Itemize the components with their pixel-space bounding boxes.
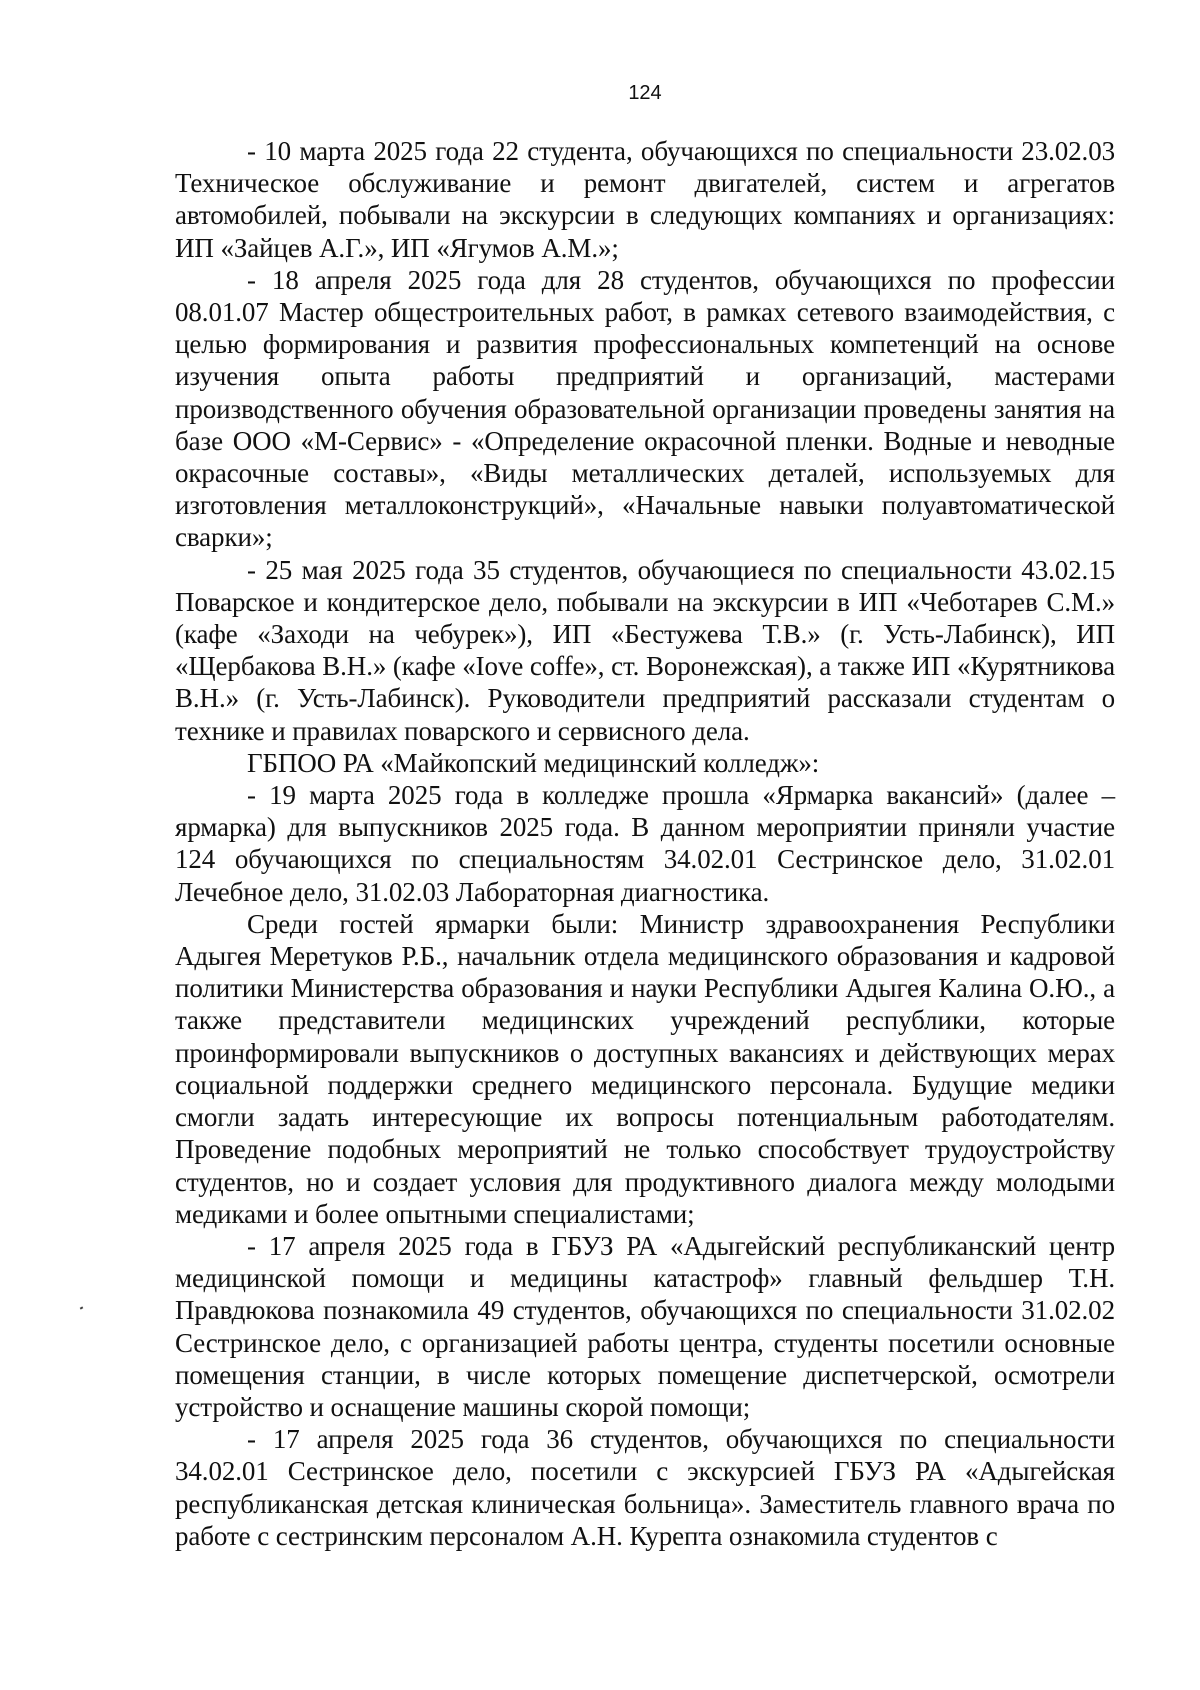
paragraph-medical-college-heading: ГБПОО РА «Майкопский медицинский колледж»: bbox=[247, 747, 820, 778]
paragraph-job-fair: - 19 марта 2025 года в колледже прошла «Ярмарка вакансий» (далее – ярмарка) для выпускников 2025 года. В данном мероприятии приняли участие 124 обучающихся по специальностям 34.02.01 Сестринское дело, 31.02.01 Лечебное дело, 31.02.03 Лабораторная диагностика. bbox=[175, 780, 1115, 907]
paragraph-auto-service-excursion: - 10 марта 2025 года 22 студента, обучающихся по специальности 23.02.03 Техническое обслуживание и ремонт двигателей, систем и агрегатов автомобилей, побывали на экскурсии в следующих компаниях и организациях: ИП «Зайцев А.Г.», ИП «Ягумов А.М.»; bbox=[175, 136, 1115, 263]
document-body bbox=[175, 135, 1115, 1552]
scan-speck bbox=[80, 1306, 84, 1309]
paragraph-job-fair-guests: Среди гостей ярмарки были: Министр здравоохранения Республики Адыгея Меретуков Р.Б., начальник отдела медицинского образования и кадровой политики Министерства образования и науки Республики Адыгея Калина О.Ю., а также представители медицинских учреждений республики, которые проинформировали выпускников о доступных вакансиях и действующих мерах социальной поддержки среднего медицинского персонала. Будущие медики смогли задать интересующие их вопросы потенциальным работодателям. Проведение подобных мероприятий не только способствует трудоустройству студентов, но и создает условия для продуктивного диалога между молодыми медиками и более опытными специалистами; bbox=[175, 908, 1115, 1229]
paragraph-construction-classes: - 18 апреля 2025 года для 28 студентов, обучающихся по профессии 08.01.07 Мастер общестроительных работ, в рамках сетевого взаимодействия, с целью формирования и развития профессиональных компетенций на основе изучения опыта работы предприятий и организаций, мастерами производственного обучения образовательной организации проведены занятия на базе ООО «М-Сервис» - «Определение окрасочной пленки. Водные и неводные окрасочные составы», «Виды металлических деталей, используемых для изготовления металлоконструкций», «Начальные навыки полуавтоматической сварки»; bbox=[175, 264, 1115, 553]
paragraph-emergency-center-visit: - 17 апреля 2025 года в ГБУЗ РА «Адыгейский республиканский центр медицинской помощи и медицины катастроф» главный фельдшер Т.Н. Правдюкова познакомила 49 студентов, обучающихся по специальности 31.02.02 Сестринское дело, с организацией работы центра, студенты посетили основные помещения станции, в числе которых помещение диспетчерской, осмотрели устройство и оснащение машины скорой помощи; bbox=[175, 1230, 1115, 1422]
page-number: 124 bbox=[628, 82, 662, 104]
paragraph-childrens-hospital-visit: - 17 апреля 2025 года 36 студентов, обучающихся по специальности 34.02.01 Сестринское дело, посетили с экскурсией ГБУЗ РА «Адыгейская республиканская детская клиническая больница». Заместитель главного врача по работе с сестринским персоналом А.Н. Курепта ознакомила студентов с bbox=[175, 1424, 1115, 1551]
paragraph-culinary-excursion: - 25 мая 2025 года 35 студентов, обучающиеся по специальности 43.02.15 Поварское и кондитерское дело, побывали на экскурсии в ИП «Чеботарев С.М.» (кафе «Заходи на чебурек»), ИП «Бестужева Т.В.» (г. Усть-Лабинск), ИП «Щербакова В.Н.» (кафе «Iove coffe», ст. Воронежская), а также ИП «Курятникова В.Н.» (г. Усть-Лабинск). Руководители предприятий рассказали студентам о технике и правилах поварского и сервисного дела. bbox=[175, 554, 1115, 746]
